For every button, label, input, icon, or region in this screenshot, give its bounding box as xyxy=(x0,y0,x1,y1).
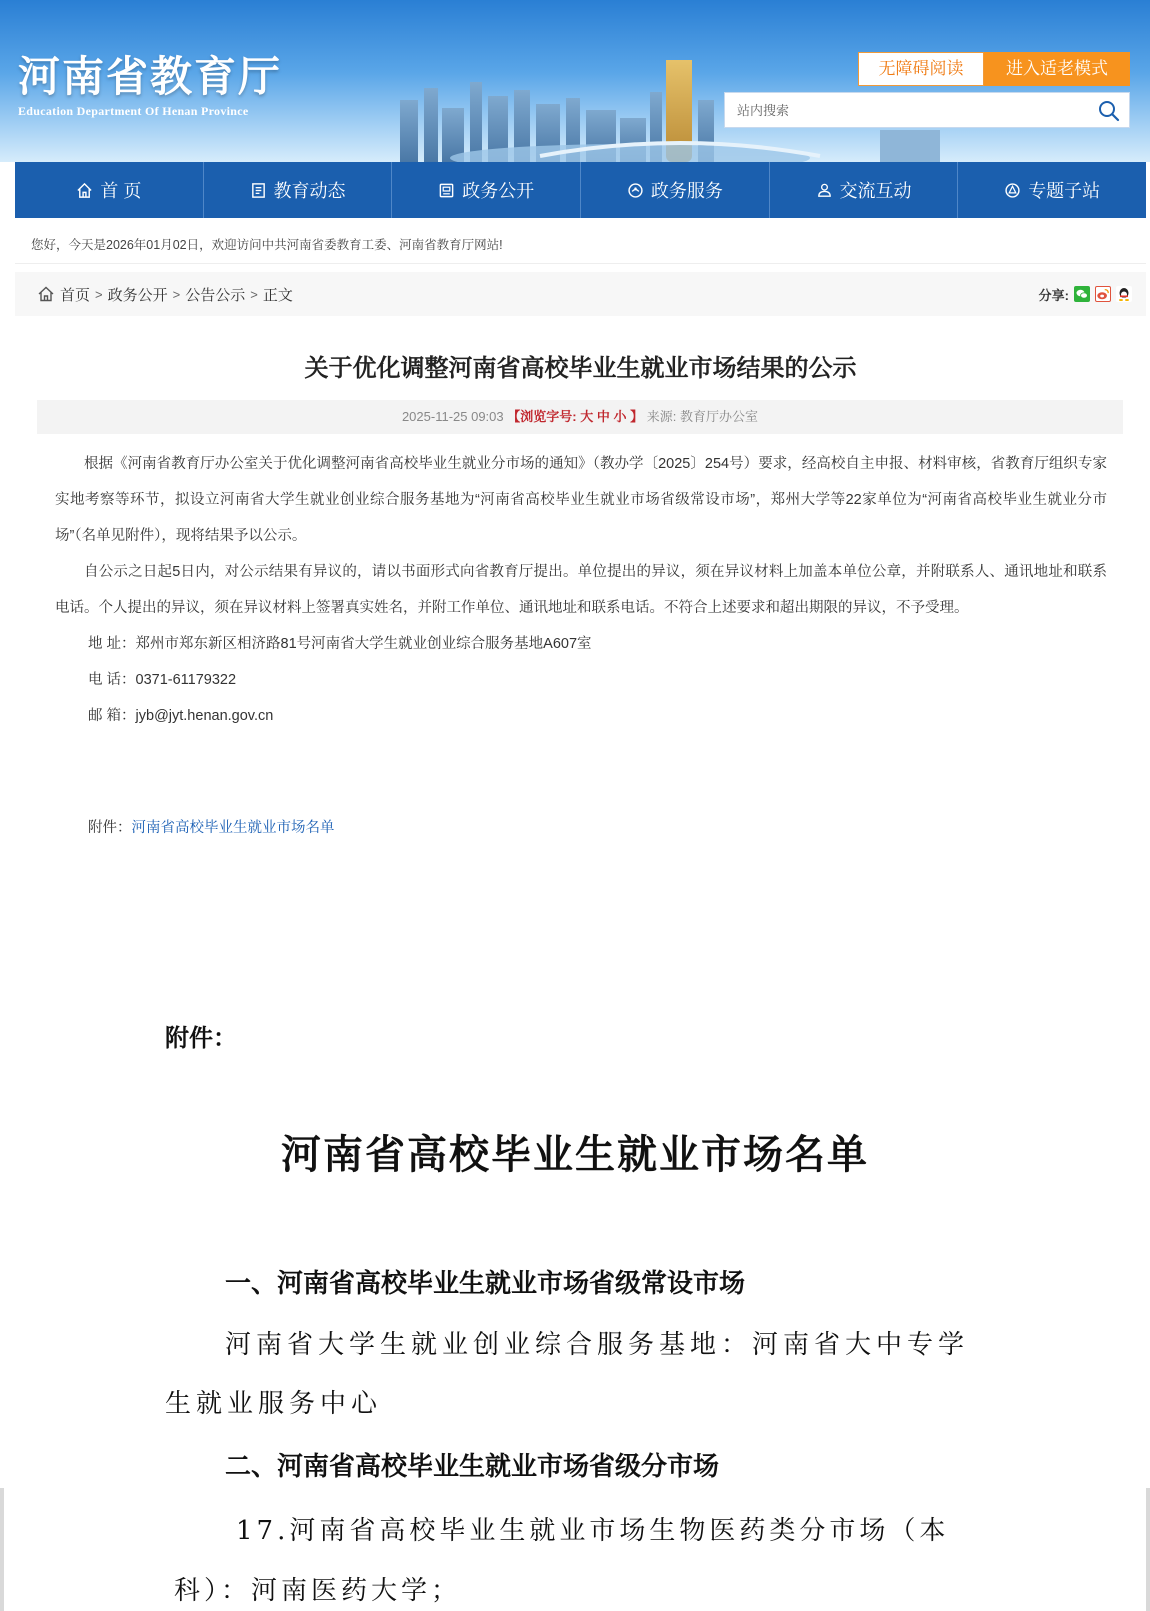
page-edge-divider xyxy=(1146,1488,1150,1611)
breadcrumb-separator: > xyxy=(95,286,103,302)
service-icon xyxy=(627,182,644,199)
breadcrumb-separator: > xyxy=(250,286,258,302)
welcome-banner: 您好，今天是2026年01月02日，欢迎访问中共河南省委教育工委、河南省教育厅网站! xyxy=(15,226,1146,264)
contact-phone: 电 话：0371-61179322 xyxy=(88,672,237,688)
home-icon xyxy=(37,285,55,303)
nav-item-education-news[interactable] xyxy=(204,162,393,218)
nav-item-interaction[interactable] xyxy=(770,162,959,218)
document-icon xyxy=(438,182,455,199)
nav-item-label: 教育动态 xyxy=(273,181,346,201)
site-title: 河南省教育厅 xyxy=(18,52,283,101)
font-size-label-open: 【浏览字号: xyxy=(507,409,577,424)
article-title: 关于优化调整河南省高校毕业生就业市场结果的公示 xyxy=(304,355,857,382)
article-date: 2025-11-25 09:03 xyxy=(401,409,504,424)
site-subtitle: Education Department Of Henan Province xyxy=(18,104,249,118)
share-label: 分享: xyxy=(1038,287,1069,303)
attachment-link[interactable]: 河南省高校毕业生就业市场名单 xyxy=(131,820,335,836)
nav-item-label: 政务公开 xyxy=(462,181,535,201)
breadcrumb-bar xyxy=(15,272,1146,316)
font-size-large-button[interactable]: 大 xyxy=(580,409,594,424)
breadcrumb-government-affairs-link[interactable]: 政务公开 xyxy=(107,286,168,304)
nav-item-home[interactable] xyxy=(15,162,204,218)
doc-item-17-line-1: 17.河南省高校毕业生就业市场生物医药类分市场（本 xyxy=(236,1516,950,1546)
doc-item-1-line-1: 河南省大学生就业创业综合服务基地：河南省大中专学 xyxy=(225,1330,970,1360)
font-size-switcher xyxy=(507,409,647,424)
nav-item-government-services[interactable] xyxy=(581,162,770,218)
accessibility-reading-button[interactable]: 无障碍阅读 xyxy=(858,52,984,86)
news-icon xyxy=(250,182,267,199)
search-icon[interactable] xyxy=(1097,99,1121,123)
site-icon xyxy=(1004,182,1021,199)
search-box xyxy=(724,92,1130,128)
nav-item-label: 首 页 xyxy=(100,181,142,201)
attachment-document-image xyxy=(0,858,1150,1611)
chat-icon xyxy=(816,182,833,199)
article-paragraph: 自公示之日起5日内，对公示结果有异议的，请以书面形式向省教育厅提出。单位提出的异议，须在异议材料上加盖本单位公章，并附联系人、通讯地址和联系电话。个人提出的异议，须在异议材料上签署真实姓名，并附工作单位、通讯地址和联系电话。不符合上述要求和超出期限的异议，不予受理。 xyxy=(55,564,1107,616)
search-input[interactable] xyxy=(737,100,1077,120)
font-size-small-button[interactable]: 小 xyxy=(613,409,627,424)
breadcrumb xyxy=(37,272,293,316)
share-bar xyxy=(1039,272,1132,316)
doc-heading-1: 一、河南省高校毕业生就业市场省级常设市场 xyxy=(225,1269,746,1299)
breadcrumb-separator: > xyxy=(172,286,181,302)
doc-attachment-label: 附件： xyxy=(165,1024,237,1052)
attachment-row xyxy=(88,816,335,837)
breadcrumb-home-link[interactable]: 首页 xyxy=(60,286,91,304)
elder-mode-button[interactable]: 进入适老模式 xyxy=(984,52,1130,86)
breadcrumb-current: 正文 xyxy=(262,286,293,304)
nav-item-label: 专题子站 xyxy=(1028,181,1101,201)
nav-item-government-affairs[interactable] xyxy=(392,162,581,218)
site-header xyxy=(0,0,1150,162)
nav-item-label: 交流互动 xyxy=(839,181,912,201)
doc-title: 河南省高校毕业生就业市场名单 xyxy=(281,1131,869,1178)
font-size-medium-button[interactable]: 中 xyxy=(596,409,610,424)
contact-address: 地 址：郑州市郑东新区相济路81号河南省大学生就业创业综合服务基地A607室 xyxy=(88,636,592,652)
font-size-label-close: 】 xyxy=(630,409,644,424)
article-body xyxy=(55,446,1107,734)
qq-share-icon[interactable] xyxy=(1116,286,1132,302)
nav-item-label: 政务服务 xyxy=(650,181,723,201)
article-meta xyxy=(37,400,1123,434)
nav-item-special-sites[interactable] xyxy=(958,162,1146,218)
doc-item-1-line-2: 生就业服务中心 xyxy=(165,1389,383,1419)
breadcrumb-announcements-link[interactable]: 公告公示 xyxy=(185,286,246,304)
contact-email: 邮 箱：jyb@jyt.henan.gov.cn xyxy=(88,708,274,724)
article xyxy=(15,316,1146,858)
page-edge-divider xyxy=(0,1488,4,1611)
article-source: 来源: 教育厅办公室 xyxy=(646,409,759,424)
doc-heading-2: 二、河南省高校毕业生就业市场省级分市场 xyxy=(225,1452,720,1482)
home-icon xyxy=(76,182,93,199)
attachment-label: 附件： xyxy=(88,820,132,836)
article-paragraph: 根据《河南省教育厅办公室关于优化调整河南省高校毕业生就业分市场的通知》（教办学〔2025〕254号）要求，经高校自主申报、材料审核，省教育厅组织专家实地考察等环节，拟设立河南省大学生就业创业综合服务基地为“河南省高校毕业生就业市场省级常设市场”，郑州大学等22家单位为“河南省高校毕业生就业分市场”（名单见附件），现将结果予以公示。 xyxy=(55,456,1107,544)
weibo-share-icon[interactable] xyxy=(1095,286,1111,302)
doc-item-17-line-2: 科）：河南医药大学； xyxy=(174,1576,462,1606)
wechat-share-icon[interactable] xyxy=(1074,286,1090,302)
main-nav xyxy=(15,162,1146,218)
